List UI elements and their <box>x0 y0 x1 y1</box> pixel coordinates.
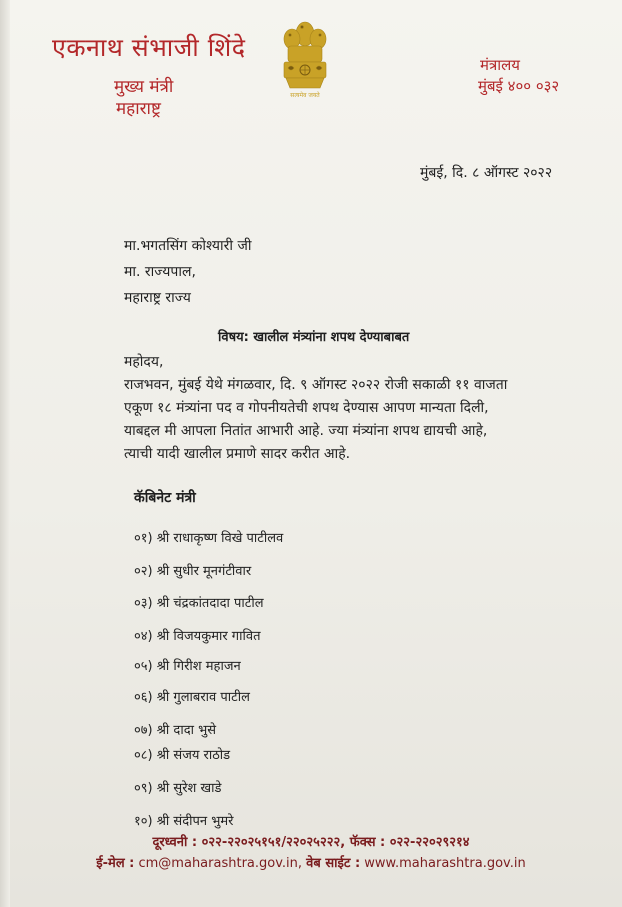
minister-item: ०४) श्री विजयकुमार गावित <box>134 629 261 644</box>
phone-label: दूरध्वनी : <box>152 835 198 850</box>
minister-item: ०६) श्री गुलाबराव पाटील <box>134 690 250 705</box>
body-line: त्याची यादी खालील प्रमाणे सादर करीत आहे. <box>124 446 351 462</box>
sender-designation: मुख्य मंत्री <box>114 77 174 97</box>
footer-web-line <box>0 853 622 871</box>
date-line: मुंबई, दि. ८ ऑगस्ट २०२२ <box>420 165 553 181</box>
minister-item: ०३) श्री चंद्रकांतदादा पाटील <box>134 596 264 611</box>
page-edge-shadow <box>0 0 10 907</box>
website-address: www.maharashtra.gov.in <box>364 856 526 871</box>
minister-item: ०७) श्री दादा भुसे <box>134 723 217 738</box>
fax-number: ०२२-२२०२९२१४ <box>389 835 470 850</box>
minister-item: ०१) श्री राधाकृष्ण विखे पाटीलव <box>134 531 284 546</box>
email-address: cm@maharashtra.gov.in, <box>138 856 303 871</box>
footer-contact-line <box>0 832 622 850</box>
salutation: महोदय, <box>124 354 164 370</box>
minister-item: ०५) श्री गिरीश महाजन <box>134 659 241 674</box>
recipient-name: मा.भगतसिंग कोश्यारी जी <box>124 238 252 254</box>
minister-item: ०८) श्री संजय राठोड <box>134 748 231 763</box>
sender-state: महाराष्ट्र <box>116 99 161 119</box>
minister-item: ०९) श्री सुरेश खाडे <box>134 781 222 796</box>
body-line: एकूण १८ मंत्र्यांना पद व गोपनीयतेची शपथ देण्यास आपण मान्यता दिली, <box>124 400 489 416</box>
minister-item: ०२) श्री सुधीर मूनगंटीवार <box>134 564 252 579</box>
website-label: वेब साईट : <box>306 856 361 871</box>
subject-line: विषय: खालील मंत्र्यांना शपथ देण्याबाबत <box>218 330 410 345</box>
fax-label: फॅक्स : <box>349 835 386 850</box>
sender-name: एकनाथ संभाजी शिंदे <box>52 33 246 62</box>
phone-numbers: ०२२-२२०२५१५१/२२०२५२२२, <box>201 835 346 850</box>
recipient-state: महाराष्ट्र राज्य <box>124 290 191 306</box>
office-name: मंत्रालय <box>480 56 521 74</box>
emblem-motto: सत्यमेव जयते <box>290 92 320 99</box>
email-label: ई-मेल : <box>96 856 135 871</box>
recipient-title: मा. राज्यपाल, <box>124 264 196 280</box>
body-line: याबद्दल मी आपला नितांत आभारी आहे. ज्या मंत्र्यांना शपथ द्यायची आहे, <box>124 423 488 439</box>
minister-item: १०) श्री संदीपन भुमरे <box>134 814 234 829</box>
list-heading: कॅबिनेट मंत्री <box>134 490 196 506</box>
body-line: राजभवन, मुंबई येथे मंगळवार, दि. ९ ऑगस्ट २०२२ रोजी सकाळी ११ वाजता <box>124 377 508 393</box>
office-address: मुंबई ४०० ०३२ <box>478 77 560 95</box>
